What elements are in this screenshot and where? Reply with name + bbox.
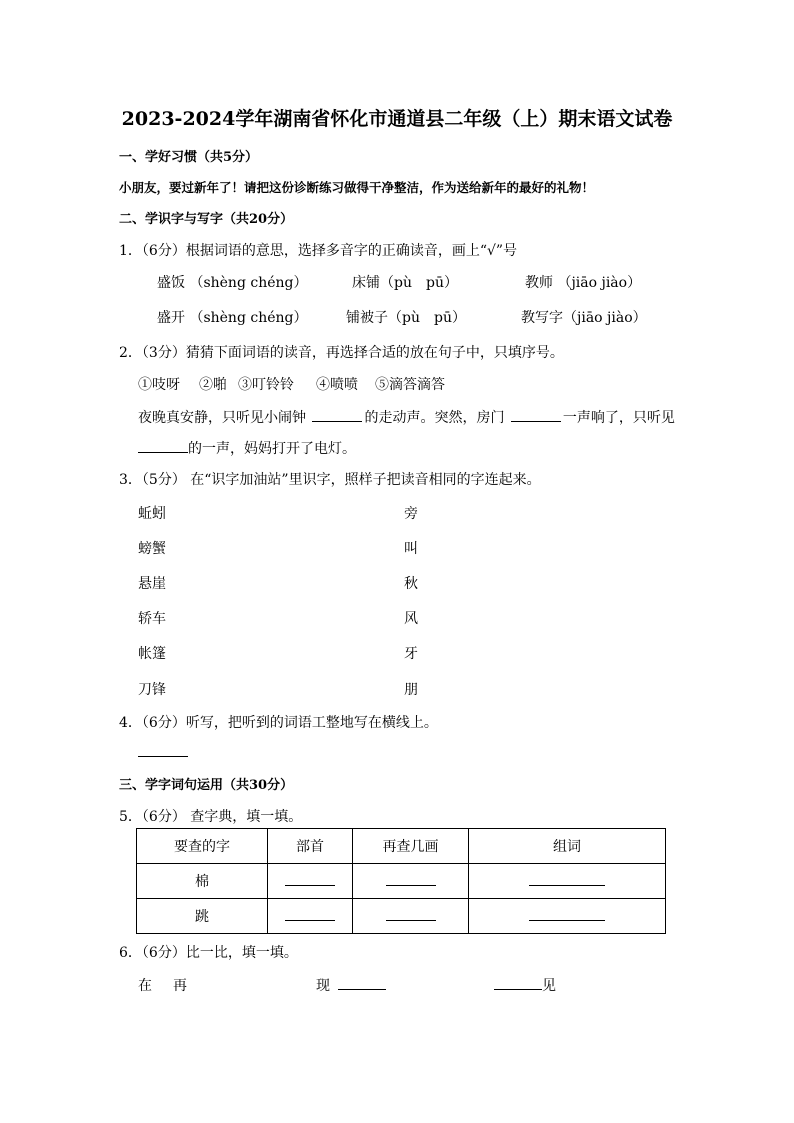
q3-left-word[interactable]: 轿车: [138, 611, 166, 627]
table-row: [137, 899, 666, 934]
table-header-row: [137, 829, 666, 864]
q5-stem: 5．（6分） 查字典，填一填。: [119, 809, 303, 825]
q3-right-char[interactable]: 风: [404, 611, 418, 627]
table-header: 部首: [268, 829, 353, 864]
dictation-line[interactable]: [138, 744, 188, 757]
q1-stem: 1．（6分）根据词语的意思，选择多音字的正确读音，画上“√”号: [119, 243, 518, 259]
q3-left-word[interactable]: 帐篷: [138, 646, 166, 662]
q3-right-char[interactable]: 秋: [404, 576, 418, 592]
q2-option: ②啪: [199, 377, 227, 393]
section-3-heading: 三、学字词句运用（共30分）: [119, 778, 294, 793]
q2-text: 一声响了，只听见: [562, 410, 675, 426]
lookup-char: 跳: [137, 899, 268, 934]
q1-item: 盛开 （shèng chéng）: [157, 310, 308, 326]
strokes-cell[interactable]: [353, 864, 469, 899]
radical-cell[interactable]: [268, 899, 353, 934]
q3-left-word[interactable]: 刀锋: [138, 682, 166, 698]
q2-text: 的一声，妈妈打开了电灯。: [188, 441, 356, 457]
section-1-text: 小朋友，要过新年了！请把这份诊断练习做得干净整洁，作为送给新年的最好的礼物！: [119, 180, 595, 195]
q1-item: 铺被子（pù pū）: [346, 310, 466, 326]
q1-item: 教师 （jiāo jiào）: [525, 275, 642, 291]
radical-cell[interactable]: [268, 864, 353, 899]
q2-text: 的走动声。突然，房门: [364, 410, 505, 426]
table-header: 组词: [469, 829, 666, 864]
q3-right-char[interactable]: 牙: [404, 646, 418, 662]
answer-blank[interactable]: [494, 977, 542, 990]
table-header: 再查几画: [353, 829, 469, 864]
q2-option: ④喷喷: [316, 377, 358, 393]
q3-right-char[interactable]: 叫: [404, 541, 418, 557]
answer-blank[interactable]: [312, 409, 362, 422]
q2-option: ③叮铃铃: [238, 377, 294, 393]
q6-char: 再: [173, 978, 187, 994]
q6-text: 现: [316, 978, 330, 994]
q3-left-word[interactable]: 螃蟹: [138, 541, 166, 557]
table-header: 要查的字: [137, 829, 268, 864]
answer-blank[interactable]: [338, 977, 386, 990]
q2-stem: 2．（3分）猜猜下面词语的读音，再选择合适的放在句子中，只填序号。: [119, 345, 564, 361]
answer-blank[interactable]: [138, 440, 188, 453]
q6-text: 见: [542, 978, 556, 994]
lookup-char: 棉: [137, 864, 268, 899]
q2-sentence-line-2: [138, 438, 356, 458]
table-row: [137, 864, 666, 899]
q6-fill-2: [494, 975, 556, 995]
q2-option: ①吱呀: [138, 377, 180, 393]
q4-stem: 4．（6分）听写，把听到的词语工整地写在横线上。: [119, 715, 438, 731]
q6-fill-1: [316, 975, 386, 995]
q6-stem: 6．（6分）比一比，填一填。: [119, 945, 298, 961]
q1-item: 床铺（pù pū）: [352, 275, 458, 291]
q2-sentence-line-1: [138, 407, 675, 427]
word-cell[interactable]: [469, 899, 666, 934]
q3-left-word[interactable]: 蚯蚓: [138, 506, 166, 522]
q3-left-word[interactable]: 悬崖: [138, 576, 166, 592]
q1-item: 教写字（jiāo jiào）: [521, 310, 647, 326]
q3-right-char[interactable]: 旁: [404, 506, 418, 522]
answer-blank[interactable]: [511, 409, 561, 422]
dictionary-table: [136, 828, 666, 934]
section-1-heading: 一、学好习惯（共5分）: [119, 150, 259, 165]
q2-text: 夜晚真安静，只听见小闹钟: [138, 410, 306, 426]
q2-option: ⑤滴答滴答: [375, 377, 445, 393]
section-2-heading: 二、学识字与写字（共20分）: [119, 212, 294, 227]
page-title: 2023-2024学年湖南省怀化市通道县二年级（上）期末语文试卷: [121, 108, 673, 130]
q6-char: 在: [138, 978, 152, 994]
q1-item: 盛饭 （shèng chéng）: [157, 275, 308, 291]
q3-right-char[interactable]: 朋: [404, 682, 418, 698]
strokes-cell[interactable]: [353, 899, 469, 934]
word-cell[interactable]: [469, 864, 666, 899]
q3-stem: 3．（5分） 在“识字加油站”里识字，照样子把读音相同的字连起来。: [119, 472, 541, 488]
